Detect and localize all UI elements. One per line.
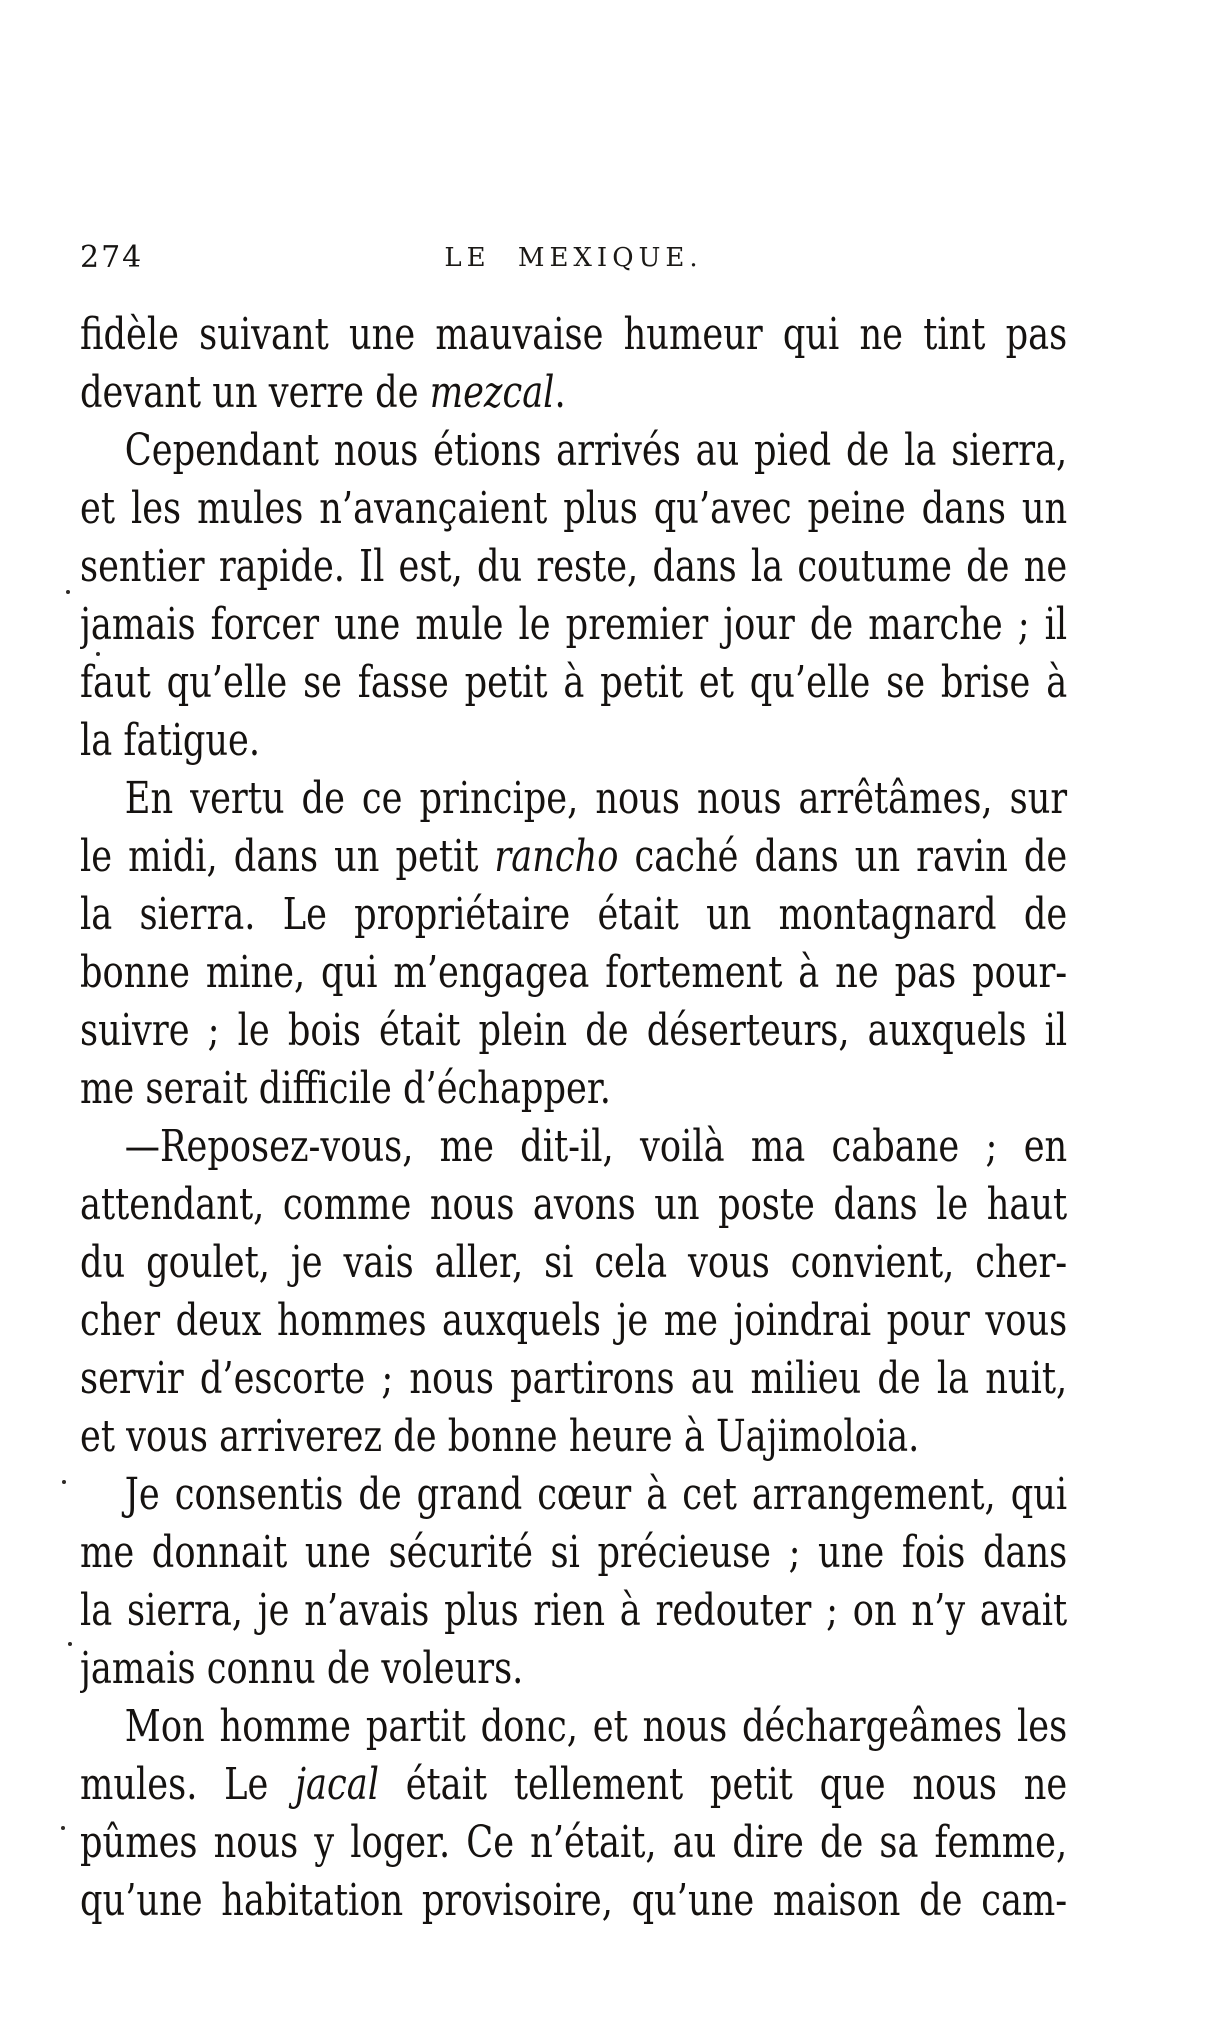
italic-term: mezcal [429,367,555,418]
text-segment: le midi, dans un petit [80,831,495,882]
text-segment: la sierra. Le propriétaire était un montagnard de [80,889,1068,940]
text-segment: servir d’escorte ; nous partirons au milieu de la nuit, [80,1353,1068,1404]
text-line [80,1814,1067,1872]
text-line [80,654,1067,712]
text-line [80,1466,1067,1524]
text-block [80,306,1067,1930]
text-line [80,306,1067,364]
text-line [80,1408,1067,1466]
scan-speck [68,1642,72,1646]
paragraph [80,422,1067,770]
text-segment: faut qu’elle se fasse petit à petit et qu’elle se brise à [80,657,1068,708]
paragraph [80,1118,1067,1466]
text-line [80,828,1067,886]
text-segment: jamais forcer une mule le premier jour de marche ; il [80,599,1068,650]
paragraph [80,1698,1067,1930]
text-segment: me serait difficile d’échapper. [80,1063,611,1114]
text-segment: fidèle suivant une mauvaise humeur qui ne tint pas [80,309,1068,360]
text-segment: du goulet, je vais aller, si cela vous convient, cher- [80,1237,1068,1288]
text-line [80,538,1067,596]
text-segment: était tellement petit que nous ne [378,1759,1068,1810]
text-line [80,1582,1067,1640]
text-line [80,364,1067,422]
text-line [80,1060,1067,1118]
text-segment: sentier rapide. Il est, du reste, dans la coutume de ne [80,541,1068,592]
text-line [80,1698,1067,1756]
text-line [80,712,1067,770]
paragraph [80,306,1067,422]
text-segment: devant un verre de [80,367,430,418]
text-segment: mules. Le [80,1759,296,1810]
text-line [80,770,1067,828]
text-line [80,1176,1067,1234]
italic-term: rancho [494,831,619,882]
paragraph [80,1466,1067,1698]
text-line [80,1292,1067,1350]
text-line [80,596,1067,654]
page-number: 274 [80,240,144,275]
text-segment: et les mules n’avançaient plus qu’avec peine dans un [80,483,1068,534]
text-line [80,1234,1067,1292]
text-segment: la fatigue. [80,715,261,766]
text-segment: cher deux hommes auxquels je me joindrai pour vous [80,1295,1068,1346]
text-segment: et vous arriverez de bonne heure à Uajimoloia. [80,1411,920,1462]
text-line [80,1640,1067,1698]
text-segment: En vertu de ce principe, nous nous arrêtâmes, sur [124,773,1068,824]
text-segment: suivre ; le bois était plein de déserteurs, auxquels il [80,1005,1068,1056]
paragraph [80,770,1067,1118]
text-segment: me donnait une sécurité si précieuse ; une fois dans [80,1527,1068,1578]
text-line [80,1002,1067,1060]
text-line [80,886,1067,944]
text-line [80,944,1067,1002]
page-header [80,240,1067,277]
text-segment: attendant, comme nous avons un poste dans le haut [80,1179,1068,1230]
text-segment: la sierra, je n’avais plus rien à redouter ; on n’y avait [80,1585,1068,1636]
text-line [80,1524,1067,1582]
italic-term: jacal [295,1759,379,1810]
text-line [80,1118,1067,1176]
text-line [80,480,1067,538]
text-segment: jamais connu de voleurs. [80,1643,524,1694]
text-line [80,1756,1067,1814]
running-title: LE MEXIQUE. [444,243,703,273]
text-segment: —Reposez-vous, me dit-il, voilà ma cabane ; en [124,1121,1068,1172]
scan-speck [96,652,100,656]
scan-speck [61,1826,65,1830]
text-segment: Je consentis de grand cœur à cet arrangement, qui [124,1469,1068,1520]
text-line [80,1872,1067,1930]
scan-speck [66,590,70,594]
text-segment: pûmes nous y loger. Ce n’était, au dire de sa femme, [80,1817,1068,1868]
text-segment: qu’une habitation provisoire, qu’une maison de cam- [80,1875,1068,1926]
text-segment: Mon homme partit donc, et nous déchargeâmes les [124,1701,1068,1752]
text-segment: bonne mine, qui m’engagea fortement à ne pas pour- [80,947,1068,998]
text-line [80,1350,1067,1408]
scan-speck [62,1480,66,1484]
text-segment: . [554,367,566,418]
text-segment: caché dans un ravin de [618,831,1068,882]
text-segment: Cependant nous étions arrivés au pied de la sierra, [124,425,1068,476]
text-line [80,422,1067,480]
